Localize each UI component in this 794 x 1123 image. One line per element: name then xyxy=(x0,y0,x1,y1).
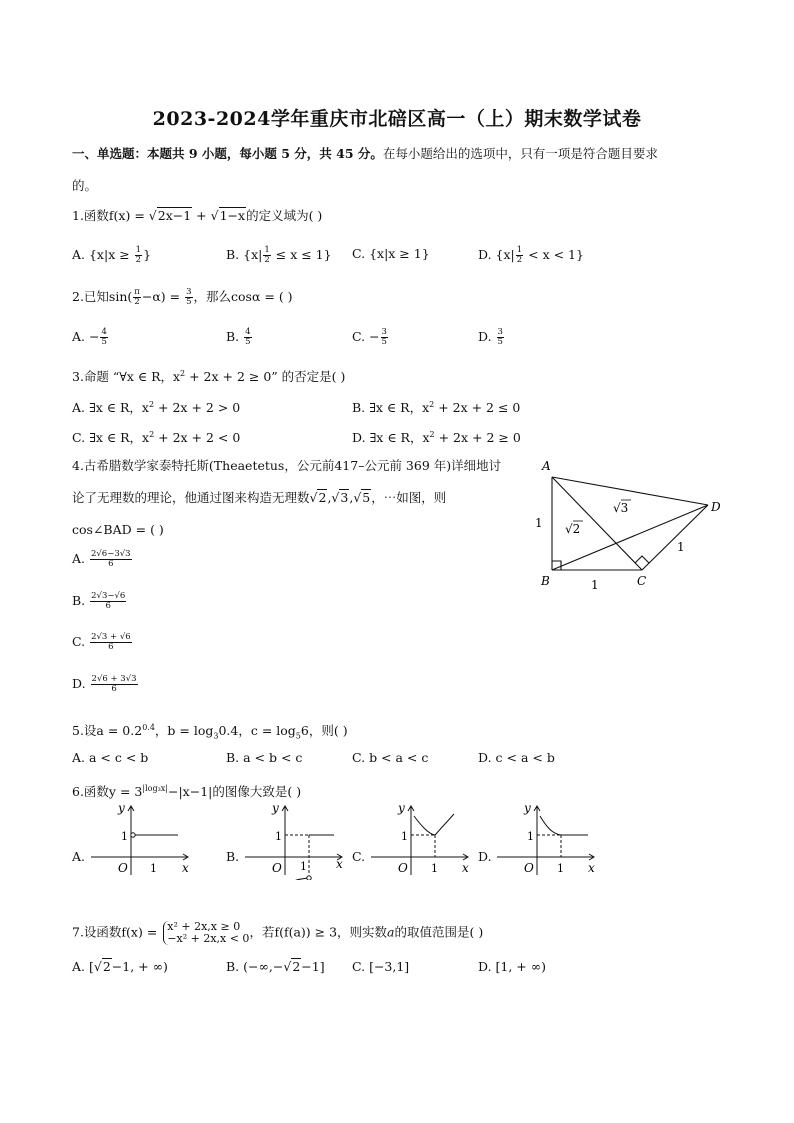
svg-text:1: 1 xyxy=(557,862,564,875)
svg-text:1: 1 xyxy=(431,862,438,875)
q7-option-d[interactable]: D. [1, + ∞) xyxy=(478,959,547,974)
q5-option-d[interactable]: D. c < a < b xyxy=(478,750,555,765)
svg-text:1: 1 xyxy=(527,830,534,843)
svg-text:1: 1 xyxy=(121,830,128,843)
svg-text:1: 1 xyxy=(150,862,157,875)
question-2: 2.已知sin( $\frac{\pi}{2}$ −α) = $\frac{3}{5}$ ，那么cosα = ( ) xyxy=(72,287,293,307)
q4-option-c[interactable]: C. $\frac{2√3 + √6}{6}$ xyxy=(72,632,131,652)
side-ab-label: 1 xyxy=(535,516,543,530)
q1-option-b[interactable]: B. {x| $\frac{1}{2}$ ≤ x ≤ 1} xyxy=(226,245,332,265)
q6-graph-a[interactable] xyxy=(88,800,198,880)
svg-text:x: x xyxy=(588,861,595,875)
section-heading-rest: 在每小题给出的选项中，只有一项是符合题目要求 xyxy=(382,146,658,161)
q2-option-a[interactable]: A. − $\frac{4}{5}$ xyxy=(72,327,107,347)
q3-option-c[interactable]: C. ∃x ∈ R，$x^2 + 2x + 2 < 0$ xyxy=(72,430,241,446)
point-c-label: C xyxy=(637,574,647,588)
q6-option-b-label[interactable]: B. xyxy=(226,849,240,864)
section-heading xyxy=(72,146,658,162)
svg-text:O: O xyxy=(398,861,408,875)
section-heading-bold: 一、单选题：本题共 9 小题，每小题 5 分，共 45 分。 xyxy=(72,146,383,161)
q7-option-a[interactable]: A. [√2−1, + ∞) xyxy=(72,959,168,974)
q5-option-b[interactable]: B. a < b < c xyxy=(226,750,303,765)
q4-option-a[interactable]: A. $\frac{2√6-3√3}{6}$ xyxy=(72,549,131,569)
svg-text:1: 1 xyxy=(401,830,408,843)
question-4-line-3: cos∠BAD = ( ) xyxy=(72,522,164,537)
q6-option-d-label[interactable]: D. xyxy=(478,849,492,864)
q4-triangle-figure xyxy=(525,455,735,595)
svg-text:y: y xyxy=(118,801,125,815)
svg-text:O: O xyxy=(118,861,128,875)
q2-option-c[interactable]: C. − $\frac{3}{5}$ xyxy=(352,327,387,347)
svg-text:y: y xyxy=(272,801,279,815)
q6-option-c-label[interactable]: C. xyxy=(352,849,366,864)
svg-text:1: 1 xyxy=(275,830,282,843)
point-b-label: B xyxy=(541,574,550,588)
sqrt3-label: √3 xyxy=(613,501,629,515)
point-d-label: D xyxy=(711,500,721,514)
side-cd-label: 1 xyxy=(677,540,685,554)
question-4-line-1: 4.古希腊数学家泰特托斯(Theaetetus，公元前417–公元前 369 年)详细地讨 xyxy=(72,458,502,473)
side-bc-label: 1 xyxy=(591,578,599,592)
q1-option-d[interactable]: D. {x| $\frac{1}{2}$ < x < 1} xyxy=(478,245,584,265)
svg-text:x: x xyxy=(336,857,343,871)
svg-text:y: y xyxy=(398,801,405,815)
q3-option-a[interactable]: A. ∃x ∈ R，$x^2 + 2x + 2 > 0$ xyxy=(72,400,241,416)
svg-text:1: 1 xyxy=(300,860,307,873)
q4-option-b[interactable]: B. $\frac{2√3-√6}{6}$ xyxy=(72,591,126,611)
q3-option-d[interactable]: D. ∃x ∈ R，$x^2 + 2x + 2 \ge 0$ xyxy=(352,430,521,446)
section-heading-tail: 的。 xyxy=(72,178,98,193)
svg-text:y: y xyxy=(524,801,531,815)
q1-option-a[interactable]: A. {x|x ≥ $\frac{1}{2}$ } xyxy=(72,245,152,265)
q6-graph-b[interactable] xyxy=(242,800,352,880)
svg-text:x: x xyxy=(182,861,189,875)
q6-option-a-label[interactable]: A. xyxy=(72,849,86,864)
question-4-line-2: 论了无理数的理论，他通过图来构造无理数√2,√3,√5，⋯如图，则 xyxy=(72,490,447,505)
question-1: 1.函数f(x) = √2x−1 + √1−x的定义域为( ) xyxy=(72,208,323,223)
q1-option-c[interactable]: C. {x|x ≥ 1} xyxy=(352,246,430,261)
svg-text:x: x xyxy=(462,861,469,875)
question-5: 5.设$a = 0.2^{0.4}$，$b = \log_30.4$，$c = \log_56$，则( ) xyxy=(72,723,348,741)
question-7: 7.设函数f(x) = x² + 2x,x ≥ 0 −x² + 2x,x < 0 ，若f(f(a)) ≥ 3，则实数a的取值范围是( ) xyxy=(72,920,484,945)
svg-text:O: O xyxy=(272,861,282,875)
q7-option-b[interactable]: B. (−∞,−√2−1] xyxy=(226,959,325,974)
q7-option-c[interactable]: C. [−3,1] xyxy=(352,959,410,974)
svg-text:O: O xyxy=(524,861,534,875)
page-title: 2023-2024学年重庆市北碚区高一（上）期末数学试卷 xyxy=(152,108,642,130)
q6-graph-d[interactable] xyxy=(494,800,604,880)
q4-option-d[interactable]: D. $\frac{2√6 + 3√3}{6}$ xyxy=(72,674,137,694)
q5-option-c[interactable]: C. b < a < c xyxy=(352,750,429,765)
q6-graph-c[interactable] xyxy=(368,800,478,880)
q2-option-b[interactable]: B. $\frac{4}{5}$ xyxy=(226,327,251,347)
q2-option-d[interactable]: D. $\frac{3}{5}$ xyxy=(478,327,503,347)
sqrt2-label: √2 xyxy=(565,522,581,536)
question-3: 3.命题 “∀x ∈ R，$x^2 + 2x + 2 \ge 0$” 的否定是( ) xyxy=(72,369,346,385)
q5-option-a[interactable]: A. a < c < b xyxy=(72,750,149,765)
q3-option-b[interactable]: B. ∃x ∈ R，$x^2 + 2x + 2 \le 0$ xyxy=(352,400,521,416)
point-a-label: A xyxy=(542,459,551,473)
question-6: 6.函数$y = 3^{|log_3x|}-|x-1|$的图像大致是( ) xyxy=(72,784,302,800)
